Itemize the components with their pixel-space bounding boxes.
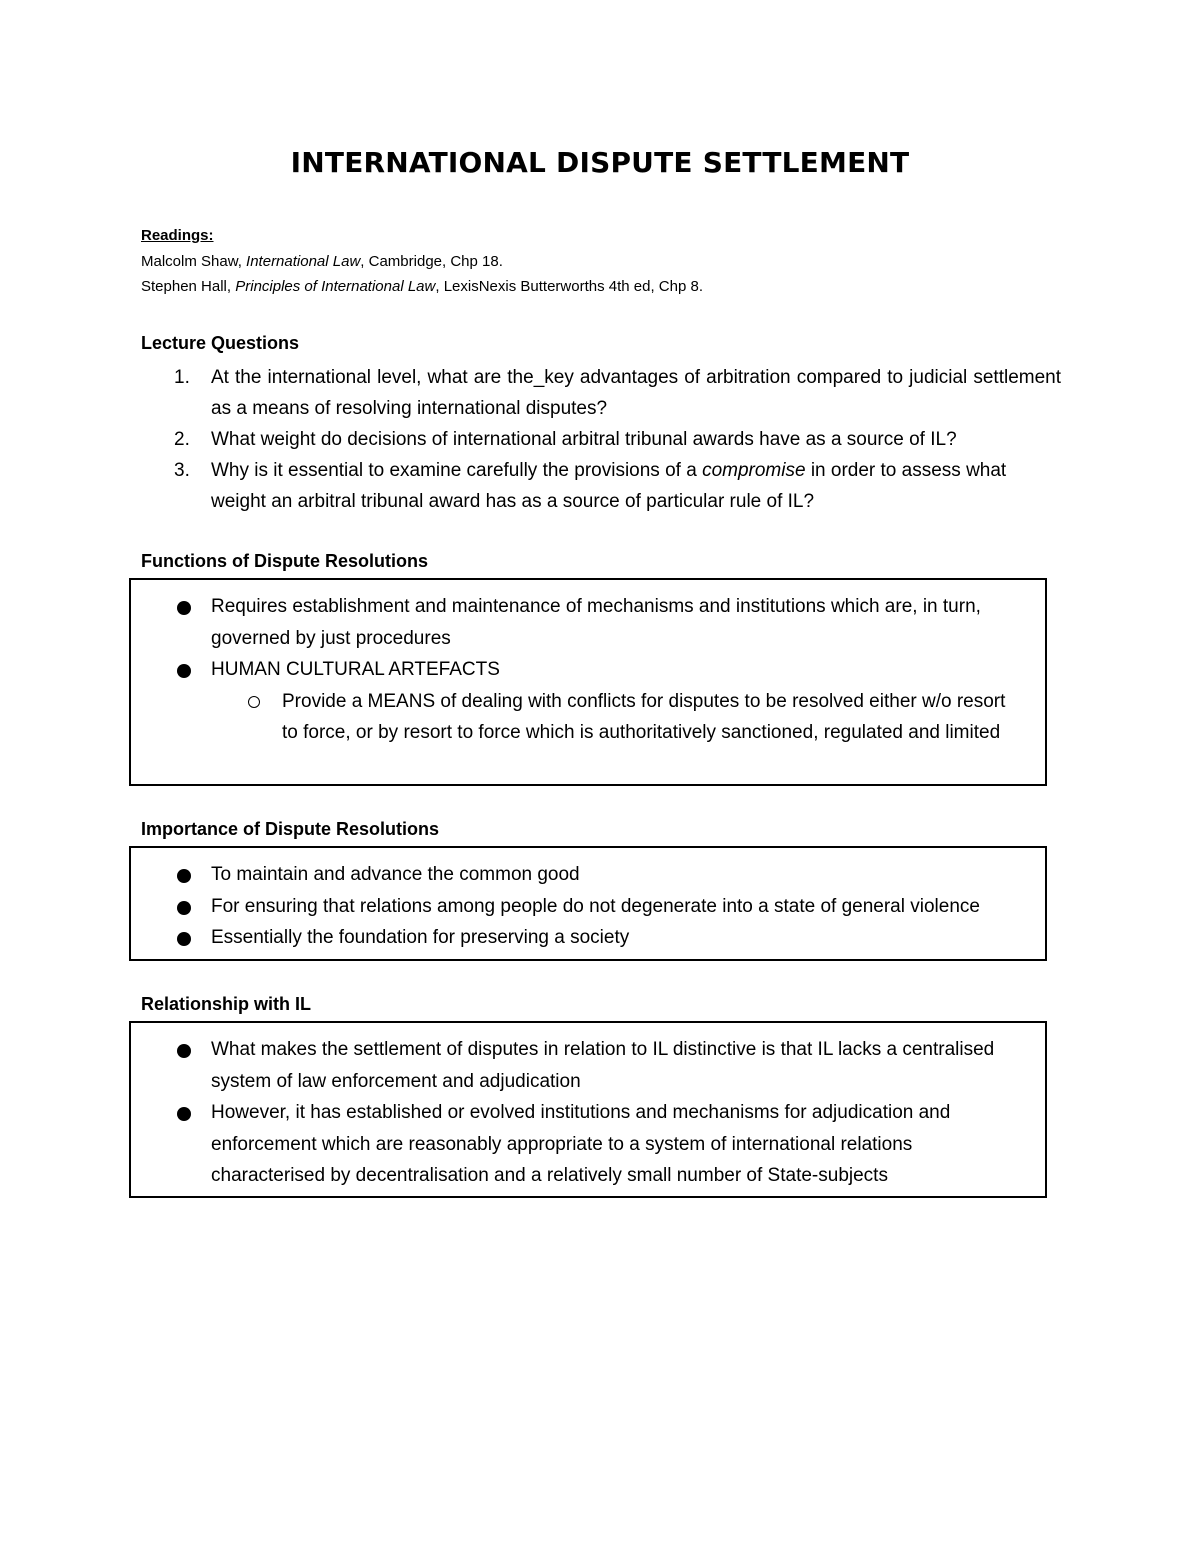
filled-circle-bullet-icon <box>177 1044 191 1058</box>
filled-circle-bullet-icon <box>177 1107 191 1121</box>
list-item-text: Essentially the foundation for preserving a society <box>211 927 630 948</box>
question-number: 2. <box>174 429 190 450</box>
list-item <box>171 654 1025 686</box>
list-item-text: Requires establishment and maintenance of mechanisms and institutions which are, in turn, governed by just procedures <box>211 596 981 649</box>
question-text-after: in order to assess what weight an arbitral tribunal award has as a source of particular rule of IL? <box>211 460 1007 512</box>
importance-heading: Importance of Dispute Resolutions <box>141 819 440 839</box>
importance-list <box>171 859 1025 954</box>
list-item <box>171 1034 1025 1097</box>
list-item-text: HUMAN CULTURAL ARTEFACTS <box>211 659 500 680</box>
lecture-question <box>141 455 1061 517</box>
list-item-text: To maintain and advance the common good <box>211 864 580 885</box>
relationship-box <box>129 1021 1047 1198</box>
relationship-heading: Relationship with IL <box>141 994 311 1014</box>
sub-list-item <box>171 686 1025 749</box>
readings-section <box>141 223 1081 300</box>
question-text: At the international level, what are the_key advantages of arbitration compared to judicial settlement as a means of resolving international disputes? <box>211 367 1061 419</box>
functions-heading: Functions of Dispute Resolutions <box>141 551 428 571</box>
filled-circle-bullet-icon <box>177 932 191 946</box>
list-item <box>171 922 1025 954</box>
relationship-list <box>171 1034 1025 1192</box>
list-item <box>171 1097 1025 1192</box>
lecture-question <box>141 362 1061 424</box>
reading-work: Principles of International Law <box>235 278 436 295</box>
filled-circle-bullet-icon <box>177 664 191 678</box>
reading-details: , LexisNexis Butterworths 4th ed, Chp 8. <box>435 278 703 295</box>
filled-circle-bullet-icon <box>177 901 191 915</box>
question-text: What weight do decisions of international arbitral tribunal awards have as a source of IL? <box>211 429 957 450</box>
document-title: INTERNATIONAL DISPUTE SETTLEMENT <box>290 146 910 179</box>
importance-box <box>129 846 1047 961</box>
question-text-before: Why is it essential to examine carefully the provisions of a <box>211 460 697 481</box>
reading-work: International Law <box>246 252 361 270</box>
filled-circle-bullet-icon <box>177 601 191 615</box>
lecture-question <box>141 424 1061 455</box>
sub-list-item-text: Provide a MEANS of dealing with conflicts for disputes to be resolved either w/o resort to force, or by resort to force which is authoritatively sanctioned, regulated and limited <box>282 690 1006 743</box>
list-item <box>171 891 1025 923</box>
question-number: 1. <box>174 367 190 388</box>
question-text-emphasis: compromise <box>702 460 806 481</box>
lecture-questions-heading: Lecture Questions <box>141 333 300 353</box>
reading-author: Stephen Hall, <box>141 278 232 295</box>
filled-circle-bullet-icon <box>177 869 191 883</box>
lecture-questions-list <box>141 362 1061 517</box>
question-number: 3. <box>174 460 190 481</box>
list-item-text: For ensuring that relations among people do not degenerate into a state of general violence <box>211 895 980 917</box>
hollow-circle-bullet-icon <box>248 696 260 708</box>
reading-item <box>141 249 1081 275</box>
list-item <box>171 591 1025 654</box>
list-item <box>171 859 1025 891</box>
reading-details: , Cambridge, Chp 18. <box>360 252 503 270</box>
list-item-text: What makes the settlement of disputes in relation to IL distinctive is that IL lacks a centralised system of law enforcement and adjudication <box>211 1039 995 1092</box>
reading-author: Malcolm Shaw, <box>141 252 242 270</box>
functions-box <box>129 578 1047 786</box>
list-item-text: However, it has established or evolved institutions and mechanisms for adjudication and enforcement which are reasonably appropriate to a system of international relations characterised by decentralisation and a relatively small number of State-subjects <box>211 1102 951 1186</box>
functions-list <box>171 591 1025 749</box>
reading-item <box>141 274 1081 300</box>
readings-heading: Readings: <box>141 227 214 244</box>
